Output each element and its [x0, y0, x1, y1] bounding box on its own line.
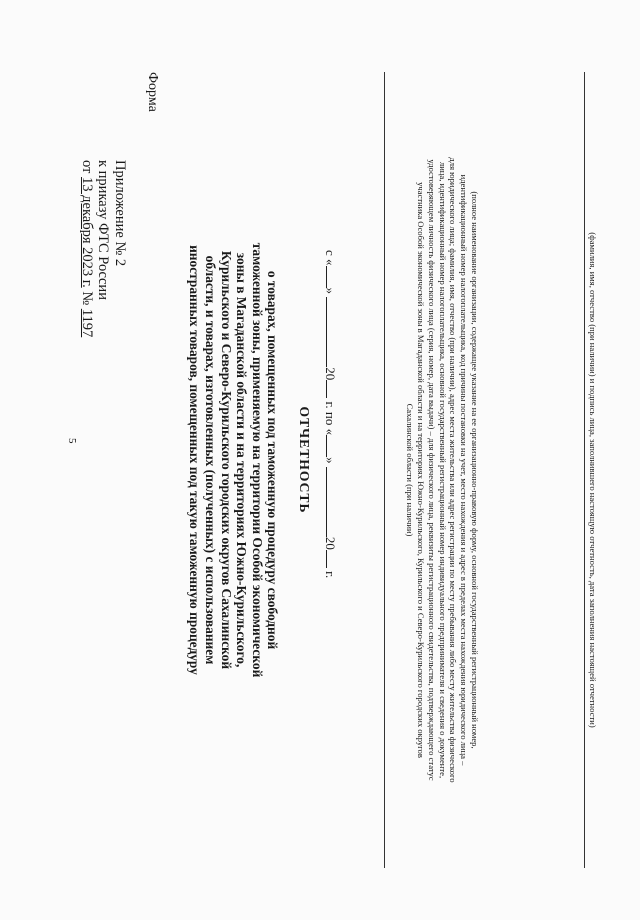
title-line-6: иностранных товаров, помещенных под такую таможенную процедуру — [187, 245, 203, 675]
organization-fill-line[interactable] — [384, 72, 385, 868]
title-line-2: таможенной зоны, применяемую на территории Особой экономической — [249, 242, 265, 678]
title-line-4: Курильского и Северо-Курильского городских округов Сахалинской — [218, 250, 234, 670]
title-line-5: области, и товарах, изготовленных (полученных) с использованием — [203, 255, 219, 665]
appendix-line-3: от 13 декабря 2023 г. № 1197 — [79, 160, 95, 338]
title-line-1: о товарах, помещенных под таможенную процедуру свободной — [265, 270, 281, 650]
organization-caption: (полное наименование организации, содержащее указание на ее организационно-правовую форму, основной государственный регистрационный номер, идентификационный номер налогоплательщика, код причины постановки на учет, место нахождения и адрес в пределах места нахождения юридического лица – для юридического лица; фамилия, имя, отчество (при наличии), адрес места жительства или адрес регистрации по месту пребывания либо месту жительства физического лица, идентификационный номер налогоплательщика, основной государственный регистрационный номер индивидуального предпринимателя и сведения о документе, удостоверяющем личность физического лица (серия, номер, дата выдачи) – для физического лица, реквизиты регистрационного свидетельства, подтверждающего статус участника Особой экономической зоны в Магаданской области и на территориях Южно-Курильского, Курильского и Северо-Курильского городских округов Сахалинской области (при наличии) — [405, 157, 480, 783]
to-year-blank[interactable] — [326, 550, 340, 568]
from-year-blank[interactable] — [326, 380, 340, 398]
to-month-blank[interactable] — [326, 467, 340, 537]
report-heading: ОТЧЕТНОСТЬ — [297, 406, 312, 514]
title-line-3: зоны в Магаданской области и на территориях Южно-Курильского, — [234, 252, 250, 668]
appendix-block — [79, 160, 129, 337]
from-month-blank[interactable] — [326, 297, 340, 367]
reporting-period: с «» 20 г. по «» 20 г. — [323, 250, 338, 579]
appendix-line-2: к приказу ФТС России — [95, 160, 112, 300]
page-number: 5 — [66, 438, 78, 444]
appendix-line-1: Приложение № 2 — [112, 160, 128, 267]
report-title — [187, 180, 312, 740]
signature-fill-line[interactable] — [584, 72, 585, 868]
signature-caption: (фамилия, имя, отчество (при наличии) и подпись лица, заполнившего настоящую отчетность, дата заполнения настоящей отчетности) — [588, 232, 598, 728]
appendix-number: 1197 — [79, 308, 95, 338]
appendix-date: 13 декабря 2023 г. — [79, 177, 95, 288]
from-day-blank[interactable] — [326, 266, 340, 288]
to-day-blank[interactable] — [326, 435, 340, 457]
form-label: Форма — [145, 72, 160, 112]
